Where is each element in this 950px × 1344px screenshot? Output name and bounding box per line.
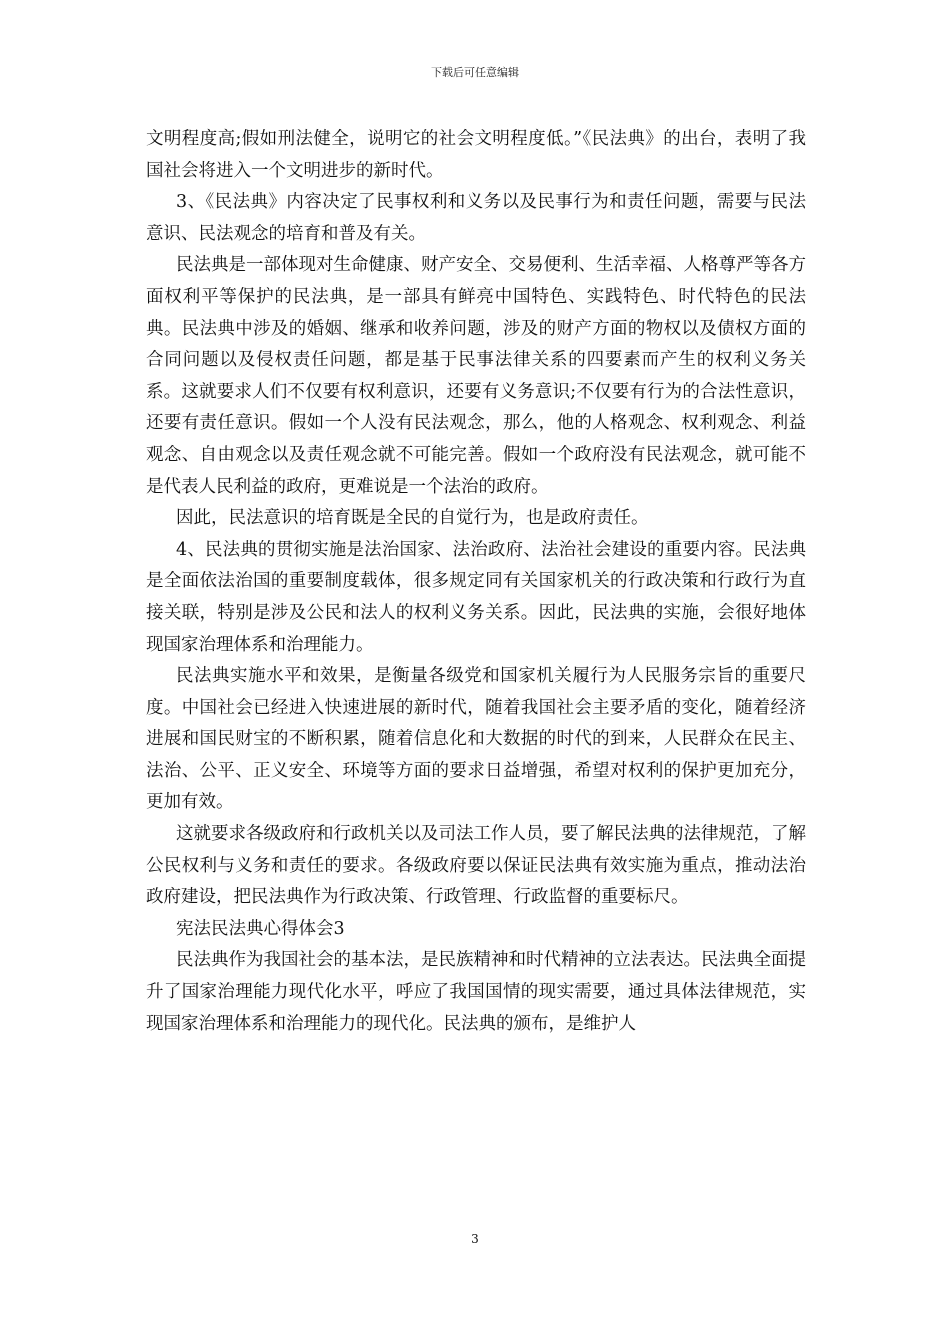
- paragraph-continuation: 文明程度高;假如刑法健全，说明它的社会文明程度低。”《民法典》的出台，表明了我国社会将进入一个文明进步的新时代。: [146, 129, 806, 181]
- paragraph: 3、《民法典》内容决定了民事权利和义务以及民事行为和责任问题，需要与民法意识、民法观念的培育和普及有关。: [146, 192, 806, 244]
- paragraph: 民法典是一部体现对生命健康、财产安全、交易便利、生活幸福、人格尊严等各方面权利平等保护的民法典，是一部具有鲜亮中国特色、实践特色、时代特色的民法典。民法典中涉及的婚姻、继承和收养问题，涉及的财产方面的物权以及债权方面的合同问题以及侵权责任问题，都是基于民事法律关系的四要素而产生的权利义务关系。这就要求人们不仅要有权利意识，还要有义务意识;不仅要有行为的合法性意识，还要有责任意识。假如一个人没有民法观念，那么，他的人格观念、权利观念、利益观念、自由观念以及责任观念就不可能完善。假如一个政府没有民法观念，就可能不是代表人民利益的政府，更难说是一个法治的政府。: [146, 255, 806, 497]
- paragraph: 因此，民法意识的培育既是全民的自觉行为，也是政府责任。: [176, 508, 649, 529]
- body-text: [146, 124, 806, 1040]
- paragraph: 4、民法典的贯彻实施是法治国家、法治政府、法治社会建设的重要内容。民法典是全面依法治国的重要制度载体，很多规定同有关国家机关的行政决策和行政行为直接关联，特别是涉及公民和法人的权利义务关系。因此，民法典的实施，会很好地体现国家治理体系和治理能力。: [146, 539, 806, 655]
- paragraph: 这就要求各级政府和行政机关以及司法工作人员，要了解民法典的法律规范，了解公民权利与义务和责任的要求。各级政府要以保证民法典有效实施为重点，推动法治政府建设，把民法典作为行政决策、行政管理、行政监督的重要标尺。: [146, 824, 806, 908]
- section-heading: 宪法民法典心得体会3: [176, 918, 345, 939]
- paragraph: 民法典作为我国社会的基本法，是民族精神和时代精神的立法表达。民法典全面提升了国家治理能力现代化水平，呼应了我国国情的现实需要，通过具体法律规范，实现国家治理体系和治理能力的现代化。民法典的颁布，是维护人: [146, 950, 806, 1034]
- paragraph: 民法典实施水平和效果，是衡量各级党和国家机关履行为人民服务宗旨的重要尺度。中国社会已经进入快速进展的新时代，随着我国社会主要矛盾的变化，随着经济进展和国民财宝的不断积累，随着信息化和大数据的时代的到来，人民群众在民主、法治、公平、正义安全、环境等方面的要求日益增强，希望对权利的保护更加充分，更加有效。: [146, 666, 806, 813]
- page-header: 下载后可任意编辑: [431, 66, 519, 79]
- page-number: 3: [471, 1232, 479, 1246]
